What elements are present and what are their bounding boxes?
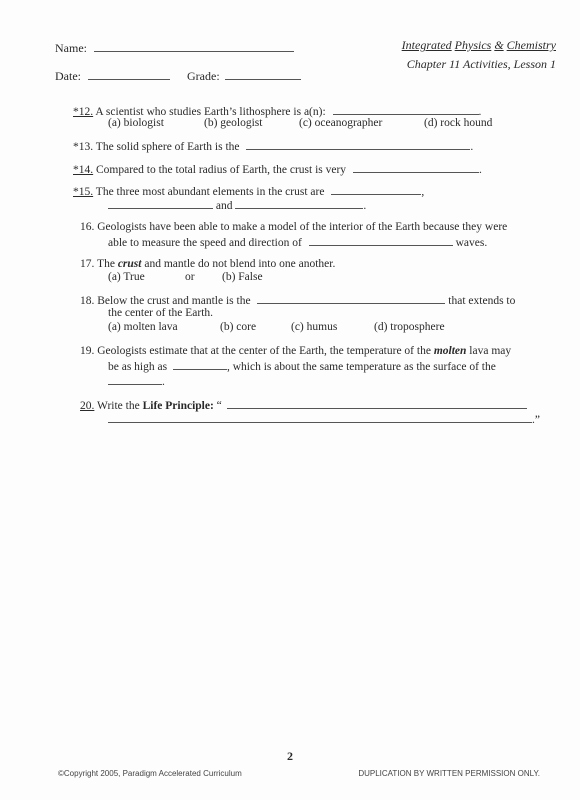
grade-field[interactable] <box>225 68 301 80</box>
comma: , <box>421 186 425 198</box>
q18-option-b: (b) core <box>220 321 257 333</box>
answer-blank[interactable] <box>309 234 453 246</box>
question-number: 20. <box>80 400 95 412</box>
date-field[interactable] <box>88 68 170 80</box>
open-quote: “ <box>216 400 222 412</box>
q12-option-a: (a) biologist <box>108 117 164 129</box>
course-part-chemistry: Chemistry <box>506 38 556 52</box>
answer-blank[interactable] <box>257 292 445 304</box>
and-word: and <box>215 200 233 212</box>
question-number: 18. <box>80 295 95 307</box>
name-row <box>55 40 294 56</box>
footer-copyright: ©Copyright 2005, Paradigm Accelerated Curriculum <box>58 769 242 778</box>
question-text: Write the <box>97 400 140 412</box>
answer-blank[interactable] <box>333 103 479 115</box>
question-text-end: waves. <box>455 237 488 249</box>
q17-option-true: (a) True <box>108 271 145 283</box>
footer-permission: DUPLICATION BY WRITTEN PERMISSION ONLY. <box>358 769 540 778</box>
q12-option-c: (c) oceanographer <box>299 117 383 129</box>
course-part-physics: Physics <box>454 38 492 52</box>
question-number: *13. <box>73 141 94 153</box>
page-number: 2 <box>287 749 293 763</box>
question-text: The <box>97 258 115 270</box>
question-text: A scientist who studies Earth’s lithosphere is a(n): <box>95 106 326 118</box>
period: . <box>478 164 482 176</box>
question-text: Geologists have been able to make a model of the interior of the Earth because they were <box>97 221 508 233</box>
answer-blank-2[interactable] <box>108 197 213 209</box>
grade-label: Grade: <box>187 69 220 83</box>
q12-option-b: (b) geologist <box>204 117 263 129</box>
answer-blank-2[interactable] <box>108 411 532 423</box>
period: . <box>478 106 482 118</box>
question-15-line-2 <box>108 197 366 213</box>
question-text-rest: , which is about the same temperature as the surface of the <box>226 361 496 373</box>
name-label: Name: <box>55 41 87 55</box>
question-16 <box>80 220 507 234</box>
question-18-line-2: the center of the Earth. <box>108 307 214 319</box>
question-16-line-2 <box>108 234 487 250</box>
course-part-integrated: Integrated <box>401 38 452 52</box>
question-text: be as high as <box>108 361 168 373</box>
question-number: *14. <box>73 164 94 176</box>
answer-blank-1[interactable] <box>331 183 421 195</box>
life-principle-label: Life Principle: <box>142 400 214 412</box>
period: . <box>470 141 474 153</box>
period: . <box>363 200 367 212</box>
question-17 <box>80 257 335 271</box>
question-text-rest: and mantle do not blend into one another. <box>144 258 336 270</box>
chapter-title: Chapter 11 Activities, Lesson 1 <box>406 57 556 71</box>
question-text: able to measure the speed and direction of <box>108 237 302 249</box>
question-13 <box>73 138 473 154</box>
answer-blank-2[interactable] <box>108 373 162 385</box>
question-number: 16. <box>80 221 95 233</box>
close-quote: .” <box>532 414 540 426</box>
course-title <box>402 38 556 53</box>
answer-blank-3[interactable] <box>235 197 363 209</box>
q17-option-false: (b) False <box>222 271 263 283</box>
question-14 <box>73 161 482 177</box>
question-19-line-2 <box>108 358 496 374</box>
q18-option-c: (c) humus <box>291 321 338 333</box>
answer-blank[interactable] <box>353 161 479 173</box>
question-text: Geologists estimate that at the center of the Earth, the temperature of the <box>97 345 431 357</box>
question-text: Compared to the total radius of Earth, the crust is very <box>96 164 347 176</box>
q12-option-d: (d) rock hound <box>424 117 493 129</box>
answer-blank[interactable] <box>246 138 470 150</box>
question-number: *15. <box>73 186 94 198</box>
date-label: Date: <box>55 69 81 83</box>
question-text: Below the crust and mantle is the <box>97 295 251 307</box>
emphasis-word: molten <box>433 345 467 357</box>
question-text-rest: lava may <box>469 345 512 357</box>
answer-blank-1[interactable] <box>227 397 527 409</box>
question-20-line-2 <box>108 411 540 427</box>
q17-or: or <box>185 271 195 283</box>
course-part-amp: & <box>494 38 504 52</box>
question-text: The solid sphere of Earth is the <box>95 141 240 153</box>
question-19 <box>80 344 511 358</box>
answer-blank-1[interactable] <box>173 358 227 370</box>
question-number: 17. <box>80 258 95 270</box>
date-grade-row <box>55 68 301 84</box>
emphasis-word: crust <box>117 258 142 270</box>
period: . <box>162 376 165 388</box>
question-19-line-3 <box>108 373 165 389</box>
question-text: The three most abundant elements in the crust are <box>95 186 325 198</box>
q18-option-d: (d) troposphere <box>374 321 445 333</box>
question-number: 19. <box>80 345 95 357</box>
q18-option-a: (a) molten lava <box>108 321 178 333</box>
question-text-end: that extends to <box>448 295 516 307</box>
question-number: *12. <box>73 106 94 118</box>
name-field[interactable] <box>94 40 294 52</box>
